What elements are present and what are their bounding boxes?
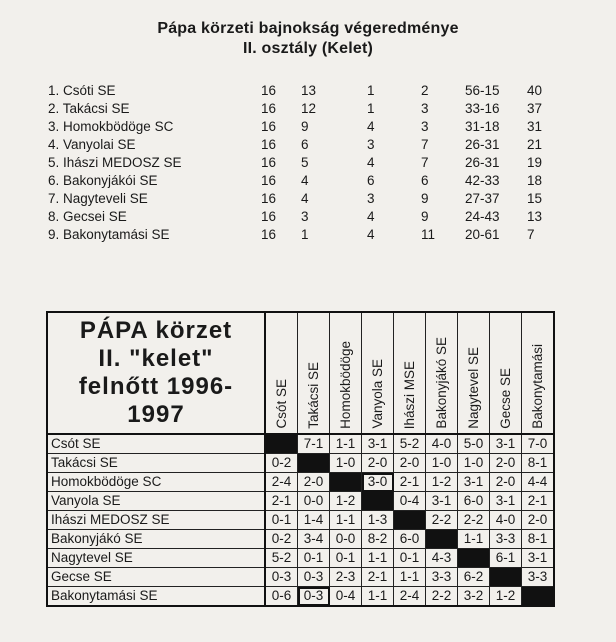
standings-won: 5 [301, 155, 309, 170]
crosstable-column-header [490, 312, 522, 434]
crosstable-title-line-1: PÁPA körzet [79, 317, 233, 344]
standings-played: 16 [261, 227, 277, 242]
crosstable-result-cell: 8-1 [522, 530, 555, 549]
crosstable-row [47, 549, 554, 568]
crosstable-result-cell: 2-4 [394, 587, 426, 607]
crosstable-row-name: Vanyola SE [47, 492, 265, 511]
standings-goals: 42-33 [465, 173, 500, 188]
crosstable-result-cell: 3-3 [426, 568, 458, 587]
standings-drawn: 6 [367, 173, 375, 188]
crosstable-result-cell [330, 473, 362, 492]
standings-won: 1 [301, 227, 309, 242]
crosstable-result-cell [490, 568, 522, 587]
crosstable-result-cell: 0-0 [298, 492, 330, 511]
crosstable-result-cell: 1-4 [298, 511, 330, 530]
crosstable-result-cell: 6-1 [490, 549, 522, 568]
crosstable-result-cell: 1-3 [362, 511, 394, 530]
standings-points: 31 [527, 119, 543, 134]
standings-team: 9. Bakonytamási SE [48, 227, 170, 242]
standings-goals: 56-15 [465, 83, 500, 98]
crosstable-title-line-4: 1997 [127, 401, 185, 428]
standings-points: 40 [527, 83, 543, 98]
crosstable-result-cell: 1-1 [458, 530, 490, 549]
crosstable-result-cell: 2-1 [394, 473, 426, 492]
crosstable-result-cell: 1-2 [426, 473, 458, 492]
crosstable-title-line-2: II. "kelet" [98, 345, 214, 372]
standings-lost: 3 [421, 101, 429, 116]
crosstable-result-cell: 5-0 [458, 434, 490, 454]
crosstable-result-cell: 4-0 [490, 511, 522, 530]
crosstable-result-cell: 2-0 [394, 454, 426, 473]
crosstable-result-cell: 2-0 [298, 473, 330, 492]
standings-points: 19 [527, 155, 543, 170]
crosstable-column-label: Takácsi SE [306, 362, 321, 429]
standings-row [48, 82, 557, 100]
standings-played: 16 [261, 173, 277, 188]
standings-team: 3. Homokbödöge SC [48, 119, 174, 134]
crosstable-row [47, 587, 554, 607]
standings-drawn: 4 [367, 155, 375, 170]
standings-played: 16 [261, 191, 277, 206]
crosstable-result-cell: 6-2 [458, 568, 490, 587]
crosstable-row-name: Homokbödöge SC [47, 473, 265, 492]
crosstable-result-cell: 3-1 [458, 473, 490, 492]
standings-won: 9 [301, 119, 309, 134]
crosstable-result-cell [362, 492, 394, 511]
standings-row [48, 190, 557, 208]
standings-team: 8. Gecsei SE [48, 209, 127, 224]
crosstable-result-cell [298, 454, 330, 473]
crosstable-result-cell [394, 511, 426, 530]
crosstable-result-cell: 0-3 [298, 568, 330, 587]
crosstable-result-cell: 4-3 [426, 549, 458, 568]
crosstable-result-cell [522, 587, 555, 607]
crosstable-result-cell [458, 549, 490, 568]
standings-goals: 26-31 [465, 155, 500, 170]
crosstable-result-cell: 7-1 [298, 434, 330, 454]
crosstable-row [47, 492, 554, 511]
crosstable-result-cell: 1-1 [394, 568, 426, 587]
crosstable-result-cell: 1-0 [426, 454, 458, 473]
crosstable-title [47, 312, 265, 434]
crosstable-result-cell: 0-4 [394, 492, 426, 511]
crosstable-column-label: Bakonyjákó SE [434, 337, 449, 429]
crosstable-column-label: Ihászi MSE [402, 360, 417, 429]
crosstable-result-cell: 1-1 [362, 587, 394, 607]
standings-row [48, 118, 557, 136]
crosstable-result-cell: 1-1 [330, 434, 362, 454]
standings-points: 15 [527, 191, 543, 206]
crosstable-result-cell: 0-3 [265, 568, 298, 587]
crosstable-result-cell: 3-1 [362, 434, 394, 454]
crosstable-column-label: Csót SE [274, 379, 289, 429]
standings-played: 16 [261, 119, 277, 134]
crosstable-result-cell: 0-1 [394, 549, 426, 568]
standings-won: 4 [301, 191, 309, 206]
crosstable-result-cell: 5-2 [394, 434, 426, 454]
standings-team: 7. Nagyteveli SE [48, 191, 148, 206]
crosstable-row-name: Bakonytamási SE [47, 587, 265, 607]
standings-lost: 7 [421, 155, 429, 170]
standings-drawn: 3 [367, 137, 375, 152]
crosstable-row-name: Gecse SE [47, 568, 265, 587]
standings-played: 16 [261, 101, 277, 116]
standings-lost: 7 [421, 137, 429, 152]
crosstable-result-cell: 0-1 [330, 549, 362, 568]
crosstable-result-cell: 2-0 [490, 473, 522, 492]
crosstable-row-name: Bakonyjákó SE [47, 530, 265, 549]
crosstable-result-cell: 2-0 [362, 454, 394, 473]
crosstable-result-cell: 2-3 [330, 568, 362, 587]
standings-points: 21 [527, 137, 543, 152]
standings-won: 12 [301, 101, 317, 116]
crosstable-result-cell: 3-1 [490, 492, 522, 511]
standings-team: 4. Vanyolai SE [48, 137, 136, 152]
crosstable-column-label: Bakonytamási [530, 344, 545, 429]
standings-goals: 24-43 [465, 209, 500, 224]
standings-lost: 3 [421, 119, 429, 134]
crosstable-result-cell: 1-0 [458, 454, 490, 473]
crosstable-row [47, 454, 554, 473]
crosstable-column-label: Gecse SE [498, 368, 513, 429]
page-title: Pápa körzeti bajnokság végeredménye [157, 20, 459, 37]
crosstable-result-cell: 3-3 [522, 568, 555, 587]
crosstable-row [47, 530, 554, 549]
crosstable-title-line-3: felnőtt 1996- [78, 373, 234, 400]
standings-played: 16 [261, 83, 277, 98]
standings-row [48, 172, 557, 190]
standings-lost: 11 [421, 227, 436, 242]
crosstable [46, 311, 555, 607]
crosstable-result-cell: 7-0 [522, 434, 555, 454]
crosstable-result-cell [426, 530, 458, 549]
crosstable-row-name: Nagytevel SE [47, 549, 265, 568]
standings-drawn: 1 [367, 101, 375, 116]
crosstable-column-header [265, 312, 298, 434]
crosstable-result-cell: 3-0 [362, 473, 394, 492]
standings-played: 16 [261, 155, 277, 170]
standings-drawn: 3 [367, 191, 375, 206]
crosstable-row [47, 568, 554, 587]
crosstable-result-cell: 8-1 [522, 454, 555, 473]
crosstable-result-cell: 1-2 [330, 492, 362, 511]
crosstable-result-cell: 2-2 [458, 511, 490, 530]
crosstable-column-header [394, 312, 426, 434]
crosstable-column-label: Homokbödöge [338, 341, 353, 429]
crosstable-result-cell: 4-0 [426, 434, 458, 454]
crosstable-column-header [298, 312, 330, 434]
crosstable-result-cell: 3-1 [426, 492, 458, 511]
standings-won: 4 [301, 173, 309, 188]
crosstable-result-cell: 0-1 [265, 511, 298, 530]
standings-goals: 33-16 [465, 101, 500, 116]
crosstable-result-cell: 2-4 [265, 473, 298, 492]
crosstable-row-name: Takácsi SE [47, 454, 265, 473]
page-subtitle: II. osztály (Kelet) [242, 40, 374, 57]
crosstable-result-cell: 2-2 [426, 511, 458, 530]
crosstable-result-cell: 6-0 [394, 530, 426, 549]
standings-points: 18 [527, 173, 543, 188]
crosstable-result-cell: 0-0 [330, 530, 362, 549]
crosstable-result-cell: 1-1 [330, 511, 362, 530]
standings-team: 2. Takácsi SE [48, 101, 130, 116]
crosstable-row-name: Ihászi MEDOSZ SE [47, 511, 265, 530]
crosstable-result-cell: 1-0 [330, 454, 362, 473]
crosstable-column-header [458, 312, 490, 434]
crosstable-column-header [522, 312, 555, 434]
crosstable-row [47, 511, 554, 530]
crosstable-result-cell: 8-2 [362, 530, 394, 549]
crosstable-result-cell: 3-1 [522, 549, 555, 568]
standings-team: 6. Bakonyjákói SE [48, 173, 158, 188]
standings-points: 13 [527, 209, 543, 224]
crosstable-result-cell: 1-1 [362, 549, 394, 568]
crosstable-result-cell: 2-0 [522, 511, 555, 530]
standings-team: 5. Ihászi MEDOSZ SE [48, 155, 182, 170]
crosstable-result-cell: 0-2 [265, 530, 298, 549]
standings-goals: 31-18 [465, 119, 500, 134]
crosstable-result-cell: 0-6 [265, 587, 298, 607]
standings-row [48, 208, 557, 226]
standings-won: 3 [301, 209, 309, 224]
crosstable-column-header [362, 312, 394, 434]
crosstable-result-cell: 4-4 [522, 473, 555, 492]
standings-lost: 9 [421, 209, 429, 224]
standings-played: 16 [261, 137, 277, 152]
standings-won: 6 [301, 137, 309, 152]
standings-row [48, 136, 557, 154]
standings-goals: 26-31 [465, 137, 500, 152]
standings-drawn: 4 [367, 227, 375, 242]
crosstable-result-cell: 2-1 [522, 492, 555, 511]
standings-goals: 20-61 [465, 227, 500, 242]
standings-lost: 9 [421, 191, 429, 206]
standings-played: 16 [261, 209, 277, 224]
crosstable-column-label: Nagytevel SE [466, 347, 481, 429]
crosstable-result-cell: 3-2 [458, 587, 490, 607]
standings-drawn: 4 [367, 119, 375, 134]
crosstable-row-name: Csót SE [47, 434, 265, 454]
standings-points: 7 [527, 227, 535, 242]
standings-lost: 6 [421, 173, 429, 188]
standings-row [48, 100, 557, 118]
crosstable-result-cell: 1-2 [490, 587, 522, 607]
crosstable-result-cell: 3-1 [490, 434, 522, 454]
standings-drawn: 1 [367, 83, 375, 98]
crosstable-result-cell: 6-0 [458, 492, 490, 511]
standings-goals: 27-37 [465, 191, 500, 206]
standings-team: 1. Csóti SE [48, 83, 116, 98]
crosstable-result-cell: 2-2 [426, 587, 458, 607]
crosstable-column-header [426, 312, 458, 434]
standings-won: 13 [301, 83, 317, 98]
crosstable-result-cell: 2-0 [490, 454, 522, 473]
crosstable-result-cell: 0-1 [298, 549, 330, 568]
crosstable-column-label: Vanyola SE [370, 359, 385, 429]
crosstable-result-cell: 0-3 [298, 587, 330, 607]
standings-lost: 2 [421, 83, 429, 98]
crosstable-result-cell: 0-2 [265, 454, 298, 473]
crosstable-result-cell: 3-3 [490, 530, 522, 549]
standings-row [48, 154, 557, 172]
crosstable-result-cell: 2-1 [362, 568, 394, 587]
standings-row [48, 226, 557, 244]
standings-table [48, 82, 557, 244]
crosstable-result-cell: 0-4 [330, 587, 362, 607]
crosstable-result-cell: 2-1 [265, 492, 298, 511]
standings-points: 37 [527, 101, 543, 116]
standings-drawn: 4 [367, 209, 375, 224]
crosstable-result-cell: 3-4 [298, 530, 330, 549]
crosstable-column-header [330, 312, 362, 434]
crosstable-row [47, 473, 554, 492]
crosstable-row [47, 434, 554, 454]
crosstable-result-cell [265, 434, 298, 454]
crosstable-result-cell: 5-2 [265, 549, 298, 568]
